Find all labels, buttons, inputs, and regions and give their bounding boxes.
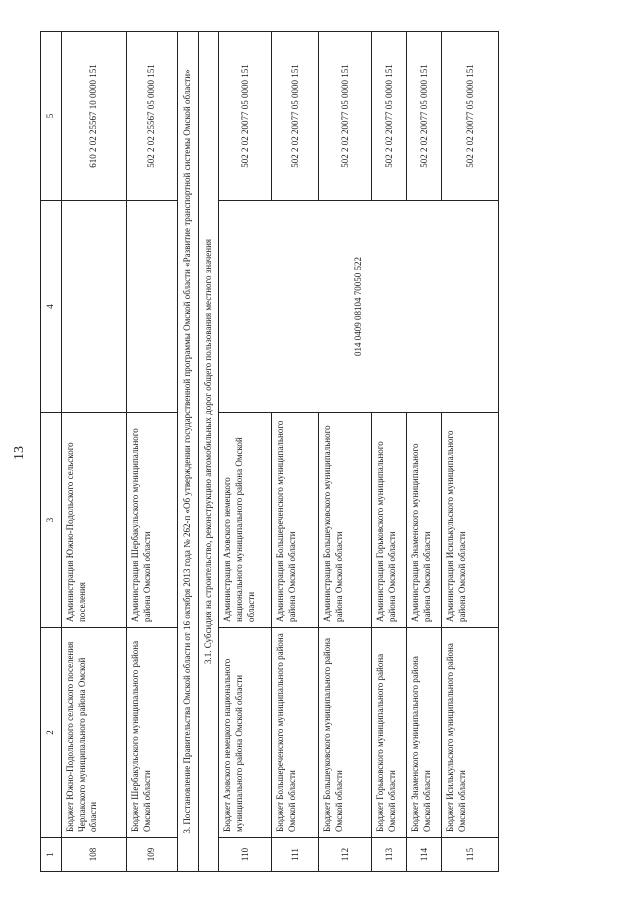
header-cell: 4 [41,201,62,413]
revenue-code: 502 2 02 20077 05 0000 151 [442,32,499,201]
row-number: 111 [272,838,319,872]
section-row [178,32,199,872]
budget-name: Бюджет Большереченского муниципального района Омской области [272,628,319,838]
revenue-code: 502 2 02 20077 05 0000 151 [407,32,442,201]
program-code [127,201,178,413]
administrator-name: Администрация Большеуковского муниципального района Омской области [319,413,372,628]
row-number: 114 [407,838,442,872]
table-row [272,32,319,872]
subsection-row [198,32,219,872]
administrator-name: Администрация Исилькульского муниципального района Омской области [442,413,499,628]
subsection-title: 3.1. Субсидия на строительство, реконструкцию автомобильных дорог общего пользования местного значения [198,32,219,872]
header-cell: 5 [41,32,62,201]
program-code [62,201,127,413]
budget-name: Бюджет Горьковского муниципального района Омской области [372,628,407,838]
section-title: 3. Постановление Правительства Омской области от 16 октября 2013 года № 262-п «Об утверждении государственной программы Омской области «Развитие транспортной системы Омской области» [178,32,199,872]
table-row [319,32,372,872]
budget-name: Бюджет Знаменского муниципального района Омской области [407,628,442,838]
table-row [219,32,272,872]
table-row [442,32,499,872]
table-row [407,32,442,872]
revenue-code: 502 2 02 20077 05 0000 151 [219,32,272,201]
row-number: 108 [62,838,127,872]
budget-name: Бюджет Азовского немецкого национального муниципального района Омской области [219,628,272,838]
header-cell: 3 [41,413,62,628]
header-cell: 1 [41,838,62,872]
document-table-rotated [40,32,560,872]
table-row [372,32,407,872]
budget-name: Бюджет Большеуковского муниципального района Омской области [319,628,372,838]
budget-name: Бюджет Южно-Подольского сельского поселения Черлакского муниципального района Омской области [62,628,127,838]
row-number: 113 [372,838,407,872]
row-number: 110 [219,838,272,872]
administrator-name: Администрация Большереченского муниципального района Омской области [272,413,319,628]
budget-name: Бюджет Шербакульского муниципального района Омской области [127,628,178,838]
row-number: 115 [442,838,499,872]
header-row [41,32,62,872]
table-row [127,32,178,872]
row-number: 112 [319,838,372,872]
revenue-code: 502 2 02 25567 05 0000 151 [127,32,178,201]
table-row [62,32,127,872]
administrator-name: Администрация Горьковского муниципального района Омской области [372,413,407,628]
administrator-name: Администрация Южно-Подольского сельского поселения [62,413,127,628]
revenue-code: 502 2 02 20077 05 0000 151 [272,32,319,201]
budget-name: Бюджет Исилькульского муниципального района Омской области [442,628,499,838]
header-cell: 2 [41,628,62,838]
budget-table [40,31,499,872]
revenue-code: 502 2 02 20077 05 0000 151 [319,32,372,201]
revenue-code: 610 2 02 25567 10 0000 151 [62,32,127,201]
program-code-shared: 014 0409 08104 70050 522 [219,201,499,413]
revenue-code: 502 2 02 20077 05 0000 151 [372,32,407,201]
administrator-name: Администрация Знаменского муниципального района Омской области [407,413,442,628]
row-number: 109 [127,838,178,872]
administrator-name: Администрация Шербакульского муниципального района Омской области [127,413,178,628]
administrator-name: Администрация Азовского немецкого национального муниципального района Омской области [219,413,272,628]
page-number: 13 [12,446,27,460]
